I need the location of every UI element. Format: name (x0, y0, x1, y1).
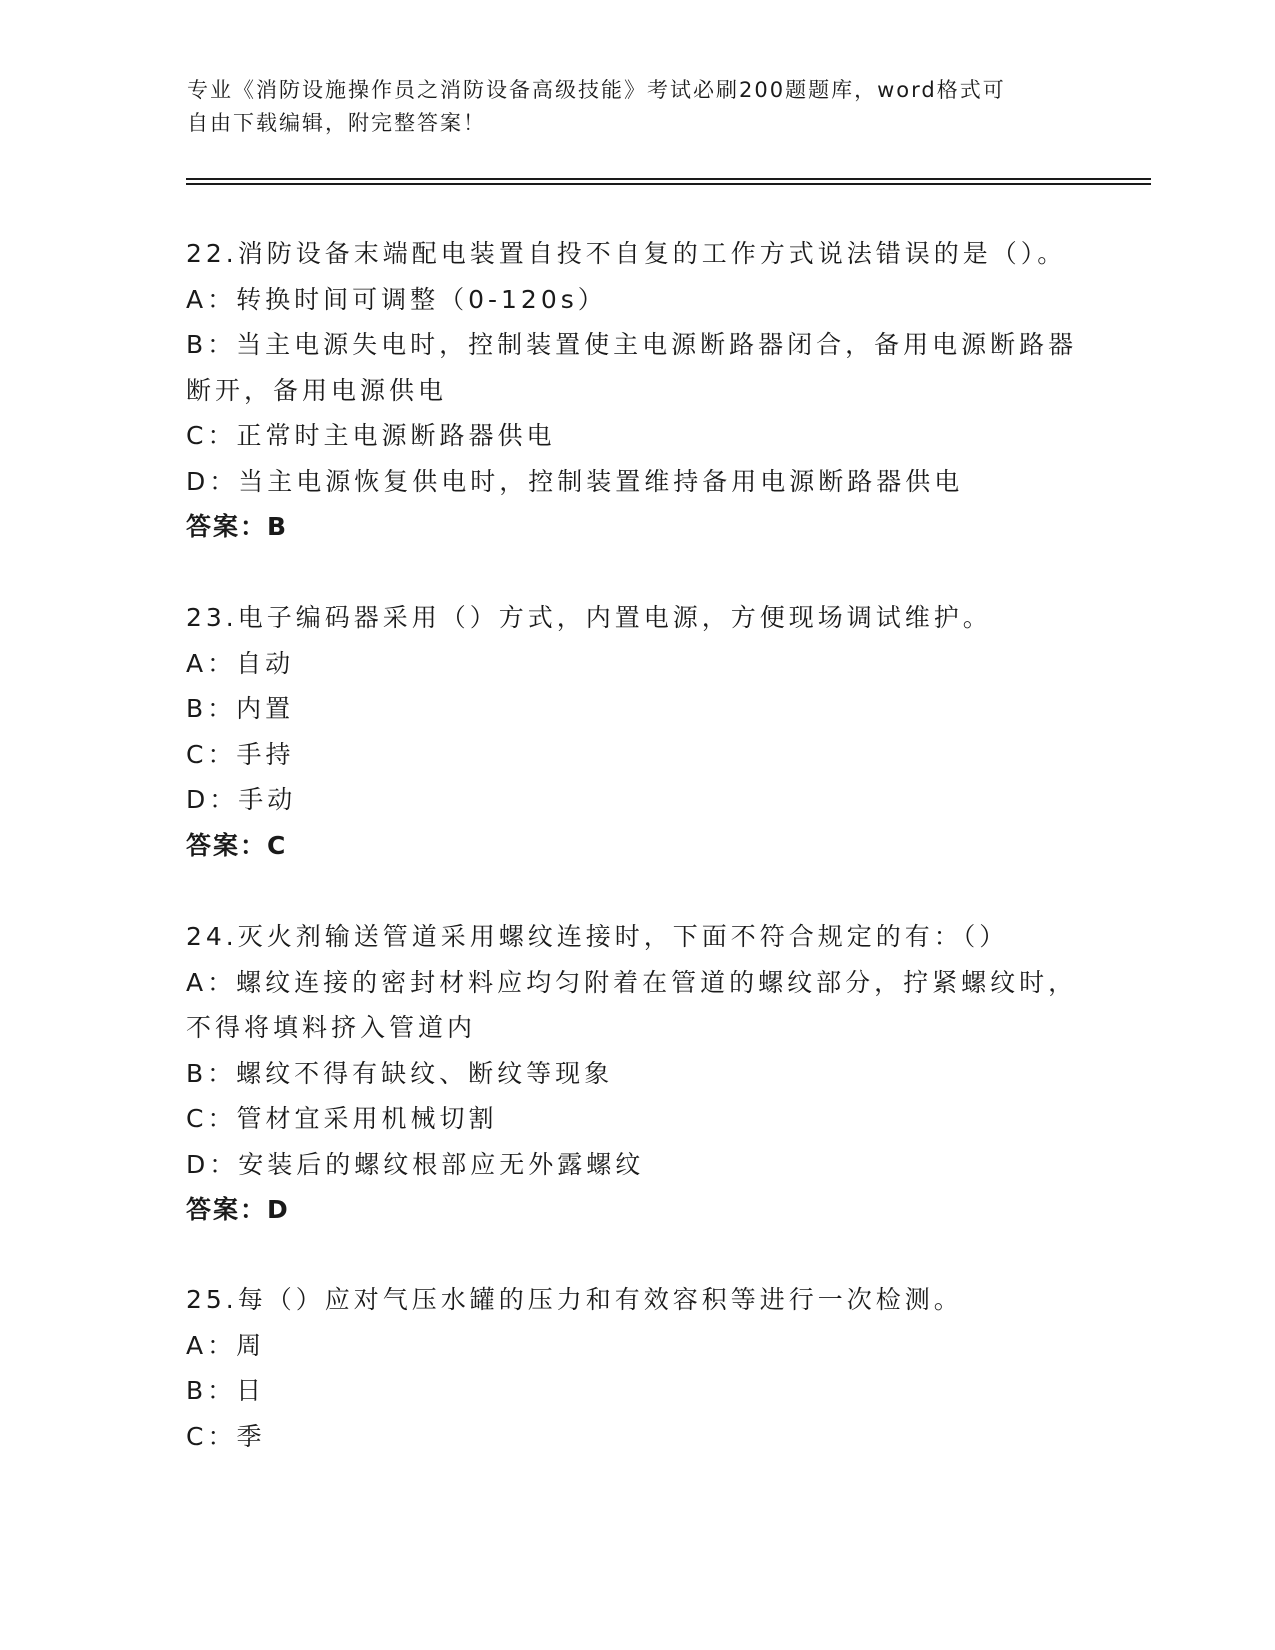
question-stem: 23.电子编码器采用（）方式，内置电源，方便现场调试维护。 (186, 603, 992, 632)
option-a: A：螺纹连接的密封材料应均匀附着在管道的螺纹部分，拧紧螺纹时， (186, 967, 1078, 997)
document-header (187, 74, 1087, 140)
question-stem: 24.灭火剂输送管道采用螺纹连接时，下面不符合规定的有：（） (186, 922, 1009, 951)
question-stem: 22.消防设备末端配电装置自投不自复的工作方式说法错误的是（）。 (186, 239, 1067, 268)
option-b: B：当主电源失电时，控制装置使主电源断路器闭合，备用电源断路器 (186, 330, 1078, 359)
option-b: B：内置 (186, 694, 295, 723)
question-stem: 25.每（）应对气压水罐的压力和有效容积等进行一次检测。 (186, 1285, 963, 1314)
option-c: C：正常时主电源断路器供电 (186, 421, 556, 450)
answer: 答案：B (186, 512, 289, 541)
header-line-2: 自由下载编辑，附完整答案！ (187, 111, 486, 135)
option-d: D：手动 (186, 785, 297, 814)
option-a-continued: 不得将填料挤入管道内 (186, 1013, 477, 1042)
option-c: C：季 (186, 1421, 266, 1451)
option-d: D：当主电源恢复供电时，控制装置维持备用电源断路器供电 (186, 466, 964, 496)
option-d: D：安装后的螺纹根部应无外露螺纹 (186, 1149, 645, 1179)
answer: 答案：D (186, 1195, 290, 1224)
header-line-1: 专业《消防设施操作员之消防设备高级技能》考试必刷200题题库，word格式可 (187, 78, 1006, 102)
option-c: C：手持 (186, 739, 295, 769)
option-b-continued: 断开，备用电源供电 (186, 375, 448, 405)
question-25 (186, 1277, 1086, 1459)
option-c: C：管材宜采用机械切割 (186, 1104, 498, 1133)
option-b: B：螺纹不得有缺纹、断纹等现象 (186, 1058, 614, 1088)
option-a: A：自动 (186, 648, 295, 678)
answer: 答案：C (186, 830, 288, 860)
question-23 (186, 595, 1086, 868)
header-divider-top (186, 178, 1151, 180)
option-a: A：周 (186, 1330, 266, 1360)
option-b: B：日 (186, 1376, 266, 1405)
question-24 (186, 914, 1086, 1233)
header-divider-bottom (186, 183, 1151, 185)
question-22 (186, 231, 1086, 550)
option-a: A：转换时间可调整（0-120s） (186, 284, 607, 314)
